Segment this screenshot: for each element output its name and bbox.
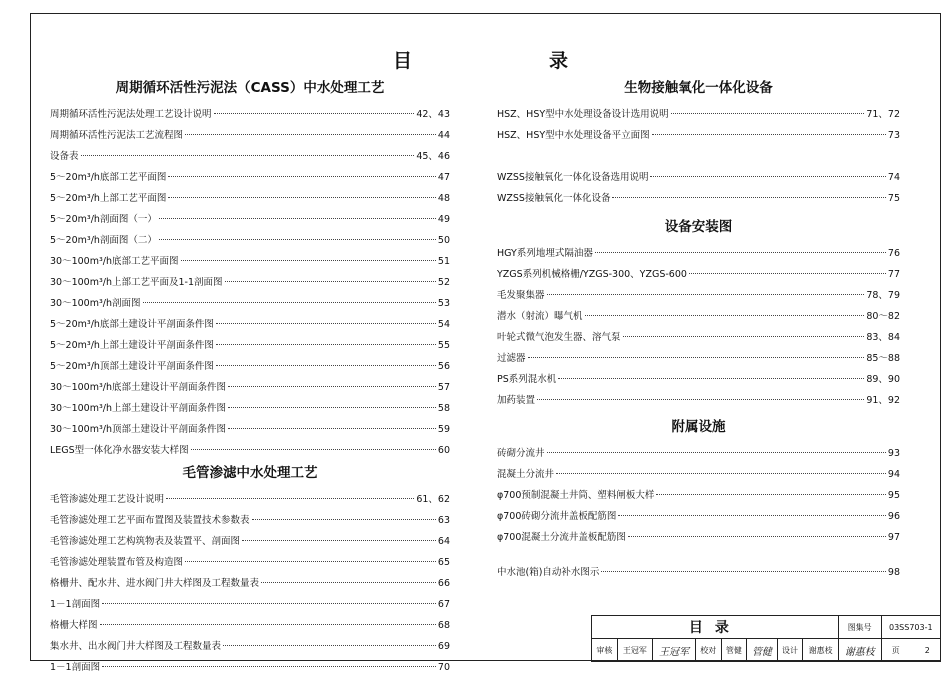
toc-entry-refill[interactable] bbox=[497, 562, 900, 583]
toc-entry[interactable] bbox=[497, 188, 900, 209]
leader-dots bbox=[228, 428, 436, 429]
toc-entry-label: WZSS接触氧化一体化设备 bbox=[497, 193, 611, 204]
toc-entry-page: 89、90 bbox=[866, 374, 900, 385]
leader-dots bbox=[558, 378, 864, 379]
toc-entry-page: 95 bbox=[887, 490, 900, 501]
toc-entry[interactable] bbox=[497, 306, 900, 327]
toc-entry-page: 69 bbox=[437, 641, 450, 652]
toc-entry-page: 50 bbox=[437, 235, 450, 246]
toc-entry[interactable] bbox=[50, 552, 450, 573]
leader-dots bbox=[528, 357, 865, 358]
toc-entry[interactable] bbox=[50, 335, 450, 356]
toc-entry[interactable] bbox=[50, 510, 450, 531]
leader-dots bbox=[252, 519, 436, 520]
toc-entry-label: 5～20m³/h上部土建设计平剖面条件图 bbox=[50, 340, 214, 351]
toc-entry-label: 过滤器 bbox=[497, 353, 526, 364]
leader-dots bbox=[159, 218, 436, 219]
title-block-title: 目录 bbox=[592, 616, 839, 639]
leader-dots bbox=[537, 399, 864, 400]
toc-entry-label: 5～20m³/h上部工艺平面图 bbox=[50, 193, 167, 204]
toc-entry[interactable] bbox=[50, 594, 450, 615]
toc-right-column bbox=[497, 78, 900, 583]
leader-dots bbox=[214, 113, 415, 114]
toc-entry-page: 55 bbox=[437, 340, 450, 351]
toc-entry-label: HSZ、HSY型中水处理设备设计选用说明 bbox=[497, 109, 669, 120]
toc-entry-label: 中水池(箱)自动补水图示 bbox=[497, 567, 600, 578]
toc-entry-page: 68 bbox=[437, 620, 450, 631]
toc-entry[interactable] bbox=[497, 327, 900, 348]
toc-entry[interactable] bbox=[50, 657, 450, 678]
toc-entry-label: LEGS型一体化净水器安装大样图 bbox=[50, 445, 189, 456]
toc-entry-page: 48 bbox=[437, 193, 450, 204]
toc-entry[interactable] bbox=[50, 104, 450, 125]
leader-dots bbox=[547, 294, 865, 295]
toc-entry[interactable] bbox=[50, 209, 450, 230]
toc-entry-page: 67 bbox=[437, 599, 450, 610]
leader-dots bbox=[689, 273, 886, 274]
toc-entry[interactable] bbox=[50, 314, 450, 335]
toc-entry-page: 70 bbox=[437, 662, 450, 673]
toc-entry-page: 85～88 bbox=[866, 353, 900, 364]
toc-entry[interactable] bbox=[497, 527, 900, 548]
design-label: 设计 bbox=[777, 639, 803, 662]
toc-entry[interactable] bbox=[50, 251, 450, 272]
toc-entry-label: 格栅大样图 bbox=[50, 620, 98, 631]
toc-left-column bbox=[50, 78, 450, 678]
toc-entry-page: 80～82 bbox=[866, 311, 900, 322]
toc-entry-label: 5～20m³/h剖面图（二） bbox=[50, 235, 157, 246]
toc-entry[interactable] bbox=[497, 167, 900, 188]
toc-list-aux bbox=[497, 443, 900, 548]
checker-name: 管健 bbox=[721, 639, 747, 662]
toc-entry-page: 52 bbox=[437, 277, 450, 288]
toc-entry-label: 5～20m³/h顶部土建设计平剖面条件图 bbox=[50, 361, 214, 372]
toc-entry-label: 30～100m³/h上部土建设计平剖面条件图 bbox=[50, 403, 227, 414]
toc-entry-label: 30～100m³/h上部工艺平面及1-1剖面图 bbox=[50, 277, 223, 288]
toc-entry-label: PS系列混水机 bbox=[497, 374, 557, 385]
toc-entry-label: 1－1剖面图 bbox=[50, 662, 101, 673]
toc-entry-page: 83、84 bbox=[866, 332, 900, 343]
toc-entry-label: 毛发聚集器 bbox=[497, 290, 545, 301]
toc-entry[interactable] bbox=[497, 264, 900, 285]
toc-entry-page: 66 bbox=[437, 578, 450, 589]
toc-entry[interactable] bbox=[50, 440, 450, 461]
leader-dots bbox=[168, 197, 435, 198]
leader-dots bbox=[216, 344, 436, 345]
toc-entry-page: 98 bbox=[887, 567, 900, 578]
leader-dots bbox=[228, 407, 436, 408]
toc-entry-page: 61、62 bbox=[416, 494, 450, 505]
toc-entry-page: 44 bbox=[437, 130, 450, 141]
leader-dots bbox=[623, 336, 865, 337]
toc-entry-page: 78、79 bbox=[866, 290, 900, 301]
leader-dots bbox=[81, 155, 415, 156]
toc-entry-label: 毛管渗滤处理装置布管及构造图 bbox=[50, 557, 184, 568]
toc-list-cass bbox=[50, 104, 450, 461]
toc-entry[interactable] bbox=[50, 489, 450, 510]
toc-entry-page: 65 bbox=[437, 557, 450, 568]
leader-dots bbox=[223, 645, 436, 646]
toc-entry[interactable] bbox=[50, 419, 450, 440]
toc-entry[interactable] bbox=[497, 348, 900, 369]
toc-entry[interactable] bbox=[50, 573, 450, 594]
page-title-left: 目 bbox=[393, 50, 413, 72]
toc-entry-label: HGY系列地埋式隔油器 bbox=[497, 248, 593, 259]
leader-dots bbox=[102, 603, 436, 604]
toc-entry[interactable] bbox=[497, 464, 900, 485]
designer-signature: 谢惠枝 bbox=[838, 639, 881, 662]
toc-entry[interactable] bbox=[497, 443, 900, 464]
toc-entry-page: 49 bbox=[437, 214, 450, 225]
toc-entry-page: 71、72 bbox=[866, 109, 900, 120]
leader-dots bbox=[216, 323, 436, 324]
toc-entry-label: 5～20m³/h底部工艺平面图 bbox=[50, 172, 167, 183]
leader-dots bbox=[185, 561, 436, 562]
toc-entry-label: YZGS系列机械格栅/YZGS-300、YZGS-600 bbox=[497, 269, 687, 280]
toc-entry-page: 96 bbox=[887, 511, 900, 522]
toc-entry[interactable] bbox=[50, 531, 450, 552]
leader-dots bbox=[595, 252, 886, 253]
toc-entry-label: 混凝土分流井 bbox=[497, 469, 555, 480]
toc-entry[interactable] bbox=[50, 293, 450, 314]
toc-entry-label: φ700砖砌分流井盖板配筋图 bbox=[497, 511, 617, 522]
toc-list-bio-b bbox=[497, 167, 900, 209]
toc-entry-label: 集水井、出水阀门井大样图及工程数量表 bbox=[50, 641, 222, 652]
toc-entry-page: 91、92 bbox=[866, 395, 900, 406]
toc-entry-label: 30～100m³/h剖面图 bbox=[50, 298, 141, 309]
toc-entry[interactable] bbox=[50, 125, 450, 146]
toc-entry[interactable] bbox=[50, 377, 450, 398]
toc-entry-label: 周期循环活性污泥法工艺流程图 bbox=[50, 130, 184, 141]
toc-list-capillary bbox=[50, 489, 450, 678]
toc-list-bio-a bbox=[497, 104, 900, 146]
toc-entry-label: 毛管渗滤处理工艺构筑物表及装置平、剖面图 bbox=[50, 536, 241, 547]
section-title-install: 设备安装图 bbox=[664, 219, 733, 235]
toc-entry-page: 47 bbox=[437, 172, 450, 183]
checker-signature: 管健 bbox=[747, 639, 778, 662]
toc-entry[interactable] bbox=[497, 104, 900, 125]
leader-dots bbox=[261, 582, 436, 583]
toc-entry-label: 格栅井、配水井、进水阀门井大样图及工程数量表 bbox=[50, 578, 260, 589]
toc-entry-page: 74 bbox=[887, 172, 900, 183]
page-label: 页 bbox=[891, 645, 900, 655]
leader-dots bbox=[547, 452, 886, 453]
toc-entry-label: 加药装置 bbox=[497, 395, 536, 406]
toc-entry-page: 77 bbox=[887, 269, 900, 280]
toc-entry-page: 45、46 bbox=[416, 151, 450, 162]
toc-entry[interactable] bbox=[497, 390, 900, 411]
leader-dots bbox=[181, 260, 436, 261]
toc-entry-page: 97 bbox=[887, 532, 900, 543]
toc-entry[interactable] bbox=[497, 485, 900, 506]
toc-entry-label: 周期循环活性污泥法处理工艺设计说明 bbox=[50, 109, 212, 120]
atlas-number: 03SS703-1 bbox=[881, 616, 940, 639]
toc-entry-label: φ700预制混凝土井筒、塑料闸板大样 bbox=[497, 490, 655, 501]
toc-entry[interactable] bbox=[497, 243, 900, 264]
leader-dots bbox=[216, 365, 436, 366]
check-label: 校对 bbox=[695, 639, 721, 662]
toc-entry-page: 57 bbox=[437, 382, 450, 393]
toc-entry-page: 63 bbox=[437, 515, 450, 526]
leader-dots bbox=[225, 281, 436, 282]
toc-entry-page: 53 bbox=[437, 298, 450, 309]
leader-dots bbox=[618, 515, 886, 516]
toc-entry-page: 75 bbox=[887, 193, 900, 204]
toc-entry[interactable] bbox=[497, 125, 900, 146]
toc-entry-page: 64 bbox=[437, 536, 450, 547]
leader-dots bbox=[242, 540, 436, 541]
toc-entry-label: 毛管渗滤处理工艺设计说明 bbox=[50, 494, 165, 505]
reviewer-signature: 王冠军 bbox=[653, 639, 696, 662]
toc-entry[interactable] bbox=[50, 636, 450, 657]
leader-dots bbox=[100, 624, 436, 625]
toc-entry[interactable] bbox=[497, 285, 900, 306]
toc-list-install bbox=[497, 243, 900, 411]
section-title-cass: 周期循环活性污泥法（CASS）中水处理工艺 bbox=[115, 80, 385, 96]
toc-entry-label: 5～20m³/h底部土建设计平剖面条件图 bbox=[50, 319, 214, 330]
reviewer-name: 王冠军 bbox=[617, 639, 652, 662]
toc-entry-page: 94 bbox=[887, 469, 900, 480]
title-block bbox=[591, 615, 941, 662]
section-title-aux: 附属设施 bbox=[671, 419, 726, 435]
toc-entry-label: 毛管渗滤处理工艺平面布置图及装置技术参数表 bbox=[50, 515, 250, 526]
toc-entry[interactable] bbox=[50, 356, 450, 377]
toc-entry-page: 58 bbox=[437, 403, 450, 414]
toc-entry-page: 60 bbox=[437, 445, 450, 456]
leader-dots bbox=[228, 386, 436, 387]
atlas-label: 图集号 bbox=[838, 616, 881, 639]
toc-entry-page: 59 bbox=[437, 424, 450, 435]
toc-entry[interactable] bbox=[50, 615, 450, 636]
toc-entry-page: 54 bbox=[437, 319, 450, 330]
toc-entry-page: 73 bbox=[887, 130, 900, 141]
leader-dots bbox=[656, 494, 886, 495]
page-cell bbox=[881, 639, 940, 662]
leader-dots bbox=[601, 571, 885, 572]
leader-dots bbox=[185, 134, 436, 135]
leader-dots bbox=[143, 302, 436, 303]
leader-dots bbox=[671, 113, 865, 114]
toc-entry-label: 30～100m³/h底部工艺平面图 bbox=[50, 256, 179, 267]
section-title-capillary: 毛管渗滤中水处理工艺 bbox=[182, 465, 318, 481]
toc-entry-page: 42、43 bbox=[416, 109, 450, 120]
leader-dots bbox=[585, 315, 865, 316]
toc-entry-label: 砖砌分流井 bbox=[497, 448, 545, 459]
leader-dots bbox=[159, 239, 436, 240]
toc-entry-label: WZSS接触氧化一体化设备选用说明 bbox=[497, 172, 649, 183]
toc-entry-label: 叶轮式微气泡发生器、溶气泵 bbox=[497, 332, 621, 343]
leader-dots bbox=[168, 176, 435, 177]
toc-entry[interactable] bbox=[50, 146, 450, 167]
leader-dots bbox=[628, 536, 886, 537]
toc-entry-label: 1－1剖面图 bbox=[50, 599, 101, 610]
leader-dots bbox=[166, 498, 414, 499]
toc-entry-label: 潜水（射流）曝气机 bbox=[497, 311, 583, 322]
leader-dots bbox=[652, 134, 886, 135]
leader-dots bbox=[612, 197, 885, 198]
toc-entry-label: 30～100m³/h顶部土建设计平剖面条件图 bbox=[50, 424, 227, 435]
review-label: 审核 bbox=[592, 639, 618, 662]
toc-entry[interactable] bbox=[50, 167, 450, 188]
page-number: 2 bbox=[924, 645, 930, 655]
toc-entry-page: 51 bbox=[437, 256, 450, 267]
toc-entry-label: φ700混凝土分流井盖板配筋图 bbox=[497, 532, 626, 543]
toc-entry-label: HSZ、HSY型中水处理设备平立面图 bbox=[497, 130, 650, 141]
toc-entry-page: 93 bbox=[887, 448, 900, 459]
toc-entry-label: 5～20m³/h剖面图（一） bbox=[50, 214, 157, 225]
leader-dots bbox=[191, 449, 436, 450]
leader-dots bbox=[102, 666, 436, 667]
section-title-bio: 生物接触氧化一体化设备 bbox=[624, 80, 773, 96]
leader-dots bbox=[650, 176, 885, 177]
designer-name: 谢惠枝 bbox=[803, 639, 838, 662]
toc-entry[interactable] bbox=[497, 506, 900, 527]
toc-entry-label: 设备表 bbox=[50, 151, 79, 162]
toc-entry[interactable] bbox=[50, 398, 450, 419]
toc-entry[interactable] bbox=[50, 272, 450, 293]
toc-entry-page: 56 bbox=[437, 361, 450, 372]
toc-entry[interactable] bbox=[50, 230, 450, 251]
toc-entry-page: 76 bbox=[887, 248, 900, 259]
toc-entry[interactable] bbox=[50, 188, 450, 209]
toc-entry[interactable] bbox=[497, 369, 900, 390]
leader-dots bbox=[556, 473, 886, 474]
toc-entry-label: 30～100m³/h底部土建设计平剖面条件图 bbox=[50, 382, 227, 393]
page-title-right: 录 bbox=[549, 50, 569, 72]
